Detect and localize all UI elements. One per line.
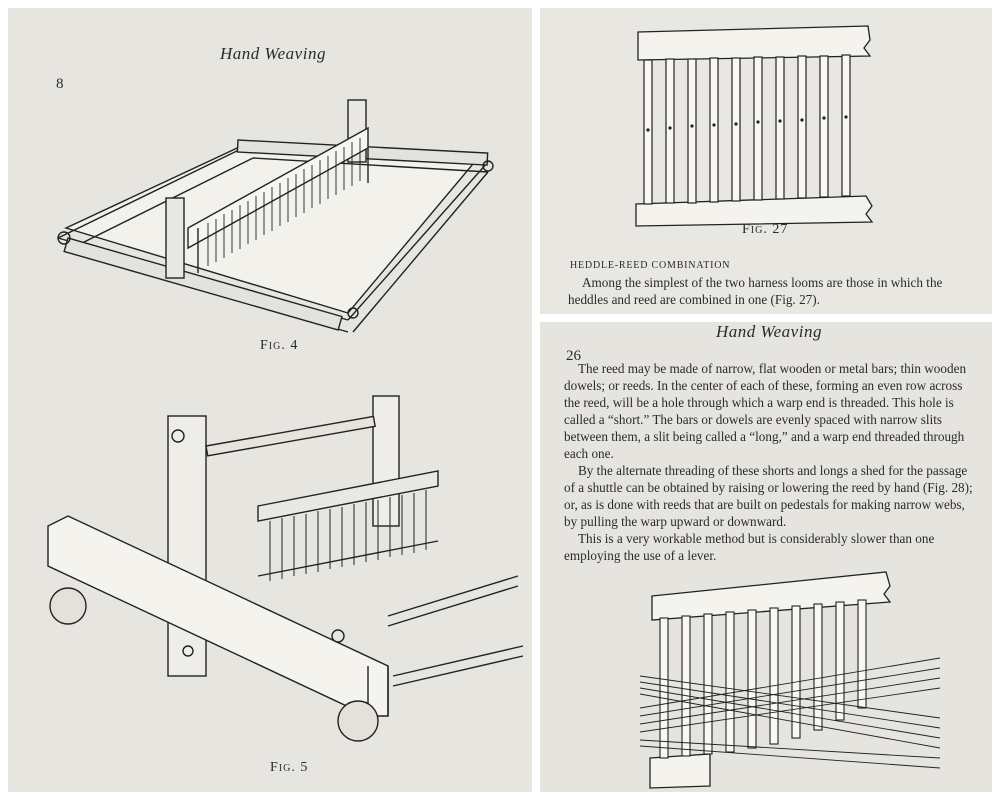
body-paragraph: Among the simplest of the two harness looms are those in which the heddles and reed are combined in one (Fig. 27). xyxy=(568,275,943,307)
fig5-caption: Fig. 5 xyxy=(270,760,309,775)
running-head: Hand Weaving xyxy=(716,322,822,341)
section-heading: HEDDLE-REED COMBINATION xyxy=(570,260,731,271)
bottom-right-book-page xyxy=(540,322,992,792)
body-paragraph-2: By the alternate threading of these shorts and longs a shed for the passage of a shuttle can be obtained by raising or lowering the reed by hand (Fig. 28); or, as is done with reeds that are built on pedestals for making narrow webs, by pulling the warp upward or downward. xyxy=(564,463,973,529)
fig28-reed-with-warp-illustration xyxy=(640,558,940,790)
running-head: Hand Weaving xyxy=(220,44,326,63)
page-number: 8 xyxy=(56,76,64,92)
fig5-loom-illustration xyxy=(38,376,528,756)
top-right-book-page xyxy=(540,8,992,314)
fig4-caption: Fig. 4 xyxy=(260,338,299,353)
fig27-caption: Fig. 27 xyxy=(742,222,789,237)
left-book-page xyxy=(8,8,532,792)
fig27-heddle-reed-illustration xyxy=(628,18,888,228)
page-number: 26 xyxy=(566,348,581,364)
body-paragraph-3: This is a very workable method but is considerably slower than one employing the use of a lever. xyxy=(564,531,935,563)
body-paragraph-1: The reed may be made of narrow, flat wooden or metal bars; thin wooden dowels; or reeds. In the center of each of these, forming an even row across the reed, will be a hole through which a warp end is threaded. This hole is called a “short.” The bars or dowels are evenly spaced with narrow slits between them, a slit being called a “long,” and a warp end threaded through each one. xyxy=(564,361,967,461)
fig4-loom-illustration xyxy=(48,88,518,338)
